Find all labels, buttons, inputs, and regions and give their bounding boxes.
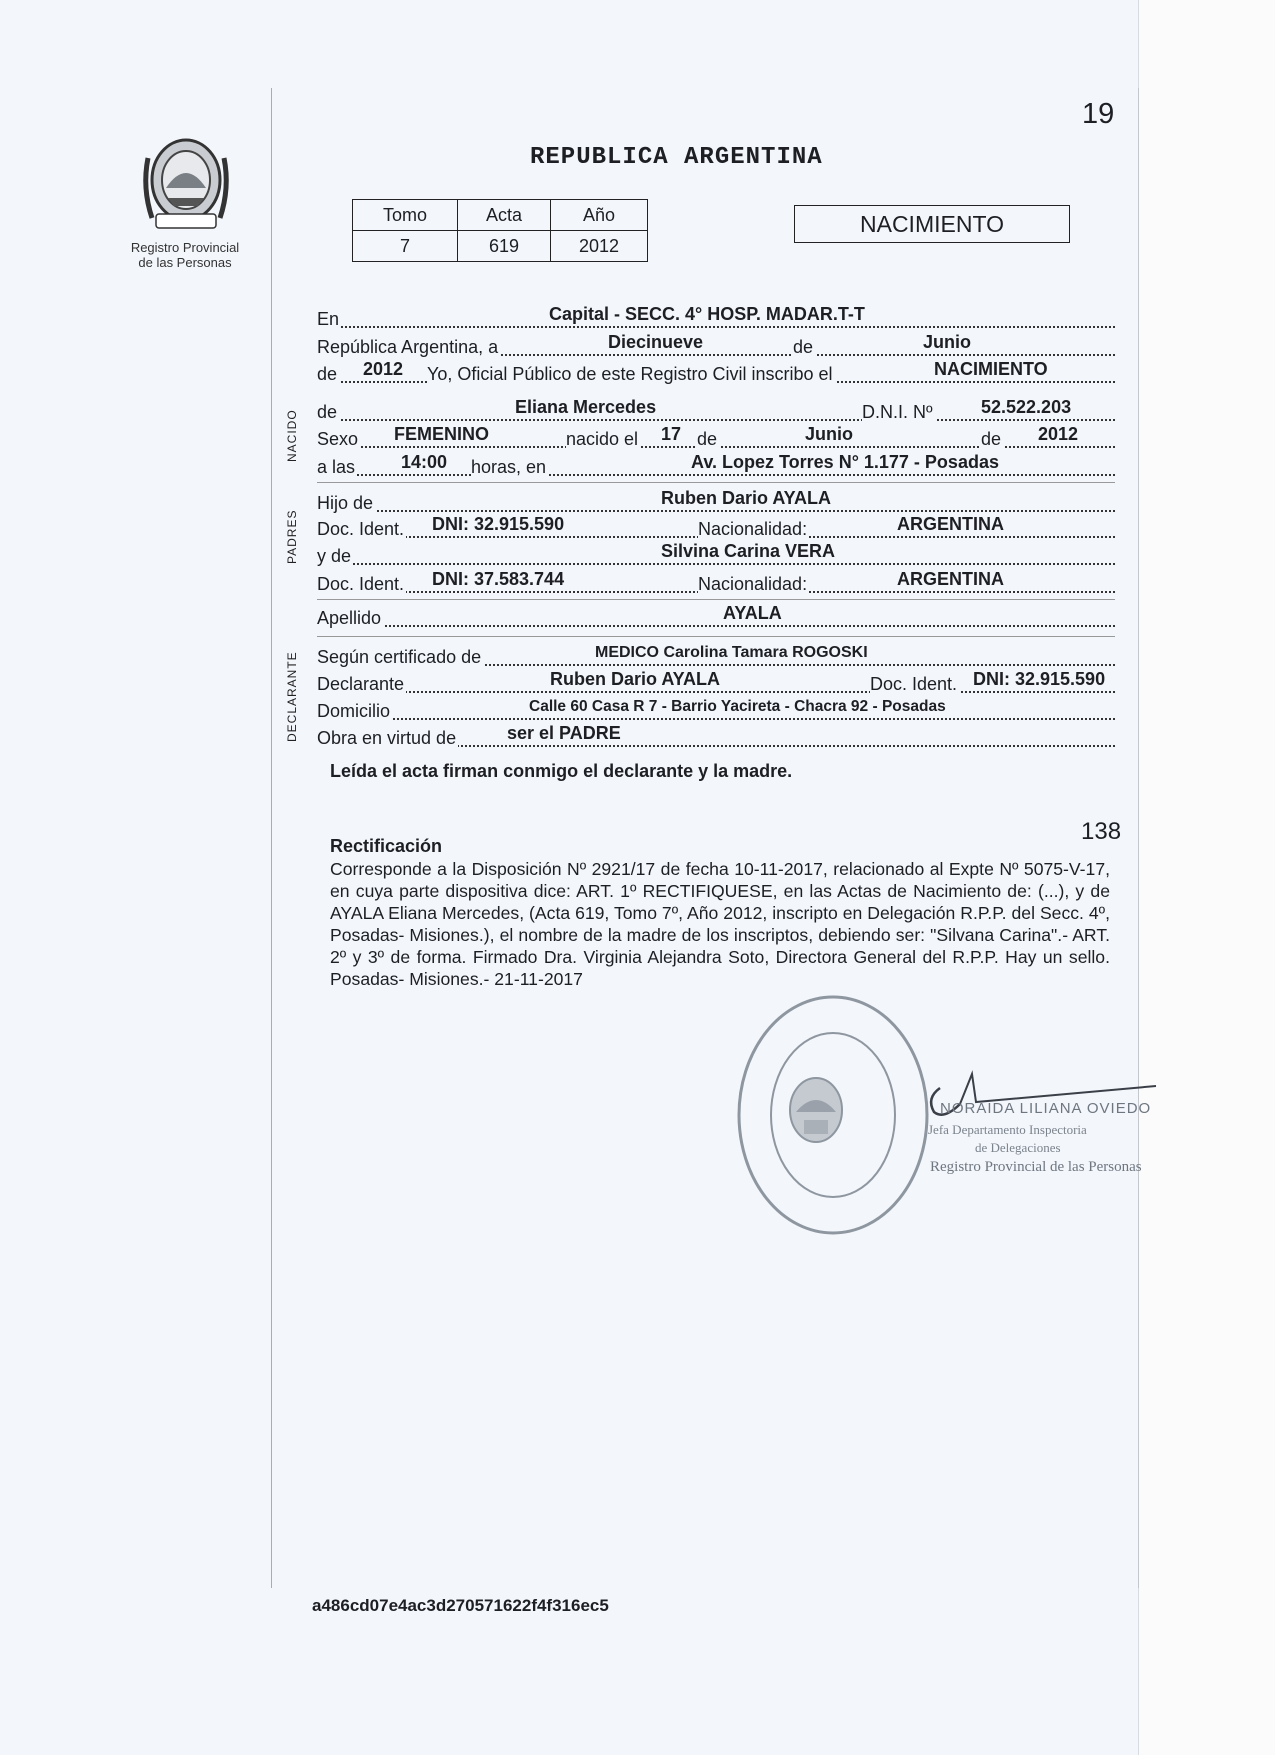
hijo-label: Hijo de (317, 493, 374, 513)
en-label: En (317, 309, 340, 329)
alas-label: a las (317, 457, 356, 477)
caption-line-1: Registro Provincial (130, 240, 240, 255)
row-en (317, 306, 1115, 330)
cert-value: MEDICO Carolina Tamara ROGOSKI (595, 644, 868, 661)
dom-label: Domicilio (317, 701, 391, 721)
section-padres: PADRES (285, 509, 299, 564)
row-ydе (317, 543, 1115, 567)
closing-statement: Leída el acta firman conmigo el declarante y la madre. (330, 761, 793, 781)
horas-label: horas, en (471, 457, 547, 477)
de-label: de (793, 337, 814, 357)
cert-label: Según certificado de (317, 647, 482, 667)
tomo-header: Tomo (353, 200, 458, 231)
nac-label: Nacionalidad: (698, 519, 808, 539)
de3-label: de (981, 429, 1002, 449)
name-prefix: de (317, 402, 338, 422)
ano-header: Año (551, 200, 648, 231)
mother-nat: ARGENTINA (897, 569, 1004, 589)
dni-value: 52.522.203 (981, 397, 1072, 417)
section-divider (317, 482, 1115, 483)
month-value: Junio (923, 332, 971, 352)
dni-label: D.N.I. Nº (862, 402, 933, 422)
birth-month: Junio (805, 424, 853, 444)
sexo-value: FEMENINO (394, 424, 490, 444)
section-divider (317, 599, 1115, 600)
father-nat: ARGENTINA (897, 514, 1004, 534)
row-apellido (317, 605, 1115, 629)
tomo-value: 7 (353, 231, 458, 262)
obra-label: Obra en virtud de (317, 728, 457, 748)
dom-value: Calle 60 Casa R 7 - Barrio Yacireta - Chacra 92 - Posadas (529, 698, 946, 715)
en-value: Capital - SECC. 4° HOSP. MADAR.T-T (549, 304, 865, 324)
right-margin-line (1138, 88, 1139, 1588)
row-mother-doc (317, 571, 1115, 595)
note-body: Corresponde a la Disposición Nº 2921/17 de fecha 10-11-2017, relacionado al Expte Nº 5075-V-17, en cuya parte dispositiva dice: ART. 1º RECTIFIQUESE, en las Actas de Nacimiento de: (...), y de AYALA Eliana Mercedes, (Acta 619, Tomo 7º, Año 2012, inscripto en Delegación R.P.P. del Secc. 4º, Posadas- Misiones.), el nombre de la madre de los inscriptos, debiendo ser: "Silvana Carina".- ART. 2º y 3º de forma. Firmado Dra. Virginia Alejandra Soto, Directora General del R.P.P. Hay un sello. Posadas- Misiones.- 21-11-2017 (330, 859, 1110, 989)
ano-value: 2012 (551, 231, 648, 262)
decl-value: Ruben Dario AYALA (550, 669, 721, 689)
de2-label: de (697, 429, 718, 449)
name-value: Eliana Mercedes (515, 397, 657, 417)
acta-header: Acta (458, 200, 551, 231)
row-declarante (317, 671, 1115, 695)
row-year (317, 361, 1115, 385)
place-value: Av. Lopez Torres N° 1.177 - Posadas (691, 452, 999, 472)
mother-name: Silvina Carina VERA (661, 541, 836, 561)
signatory-institution: Registro Provincial de las Personas (930, 1159, 1142, 1175)
mother-doc: DNI: 37.583.744 (432, 569, 565, 589)
acta-value: 619 (458, 231, 551, 262)
day-value: Diecinueve (608, 332, 704, 352)
year-value: 2012 (363, 359, 404, 379)
record-table (352, 199, 648, 262)
page-edge (1138, 0, 1275, 1755)
row-domicilio (317, 698, 1115, 722)
birth-day: 17 (661, 424, 682, 444)
republica-label: República Argentina, a (317, 337, 499, 357)
left-margin-line (271, 88, 272, 1588)
sexo-label: Sexo (317, 429, 359, 449)
note-number: 138 (1081, 818, 1122, 845)
page-number: 19 (1082, 98, 1115, 130)
section-divider (317, 636, 1115, 637)
decl-label: Declarante (317, 674, 405, 694)
row-fecha (317, 334, 1115, 358)
nac2-label: Nacionalidad: (698, 574, 808, 594)
father-doc: DNI: 32.915.590 (432, 514, 565, 534)
row-hijo (317, 490, 1115, 514)
signatory-name: NORAIDA LILIANA OVIEDO (940, 1100, 1152, 1117)
doc-label: Doc. Ident. (317, 519, 405, 539)
caption-line-2: de las Personas (138, 255, 232, 270)
decl-doc-value: DNI: 32.915.590 (973, 669, 1106, 689)
obra-value: ser el PADRE (507, 723, 621, 743)
record-type-box: NACIMIENTO (794, 205, 1070, 243)
document-title: REPUBLICA ARGENTINA (530, 144, 823, 171)
note-title: Rectificación (330, 836, 443, 856)
row-name (317, 399, 1115, 423)
yde-label: y de (317, 546, 352, 566)
year-prefix: de (317, 364, 338, 384)
hour-value: 14:00 (401, 452, 448, 472)
row-father-doc (317, 516, 1115, 540)
signatory-title: Jefa Departamento Inspectoria (928, 1122, 1087, 1137)
apellido-label: Apellido (317, 608, 382, 628)
signatory-department: de Delegaciones (975, 1140, 1061, 1155)
yo-label: Yo, Oficial Público de este Registro Civil inscribo el (427, 364, 833, 384)
row-hora (317, 454, 1115, 478)
document-hash: a486cd07e4ac3d270571622f4f316ec5 (312, 1596, 609, 1615)
doc2-label: Doc. Ident. (317, 574, 405, 594)
provincia-de-misiones-seal-icon (138, 128, 234, 238)
section-nacido: NACIDO (285, 409, 299, 462)
event-value: NACIMIENTO (934, 359, 1048, 379)
row-sexo (317, 426, 1115, 450)
section-declarante: DECLARANTE (285, 651, 299, 742)
father-name: Ruben Dario AYALA (661, 488, 832, 508)
row-certificado (317, 644, 1115, 668)
official-oval-stamp-icon (734, 992, 932, 1238)
birth-year: 2012 (1038, 424, 1079, 444)
row-obra (317, 725, 1115, 749)
registry-caption (110, 240, 260, 270)
nacido-el-label: nacido el (566, 429, 639, 449)
decl-doc-label: Doc. Ident. (870, 674, 958, 694)
apellido-value: AYALA (723, 603, 782, 623)
